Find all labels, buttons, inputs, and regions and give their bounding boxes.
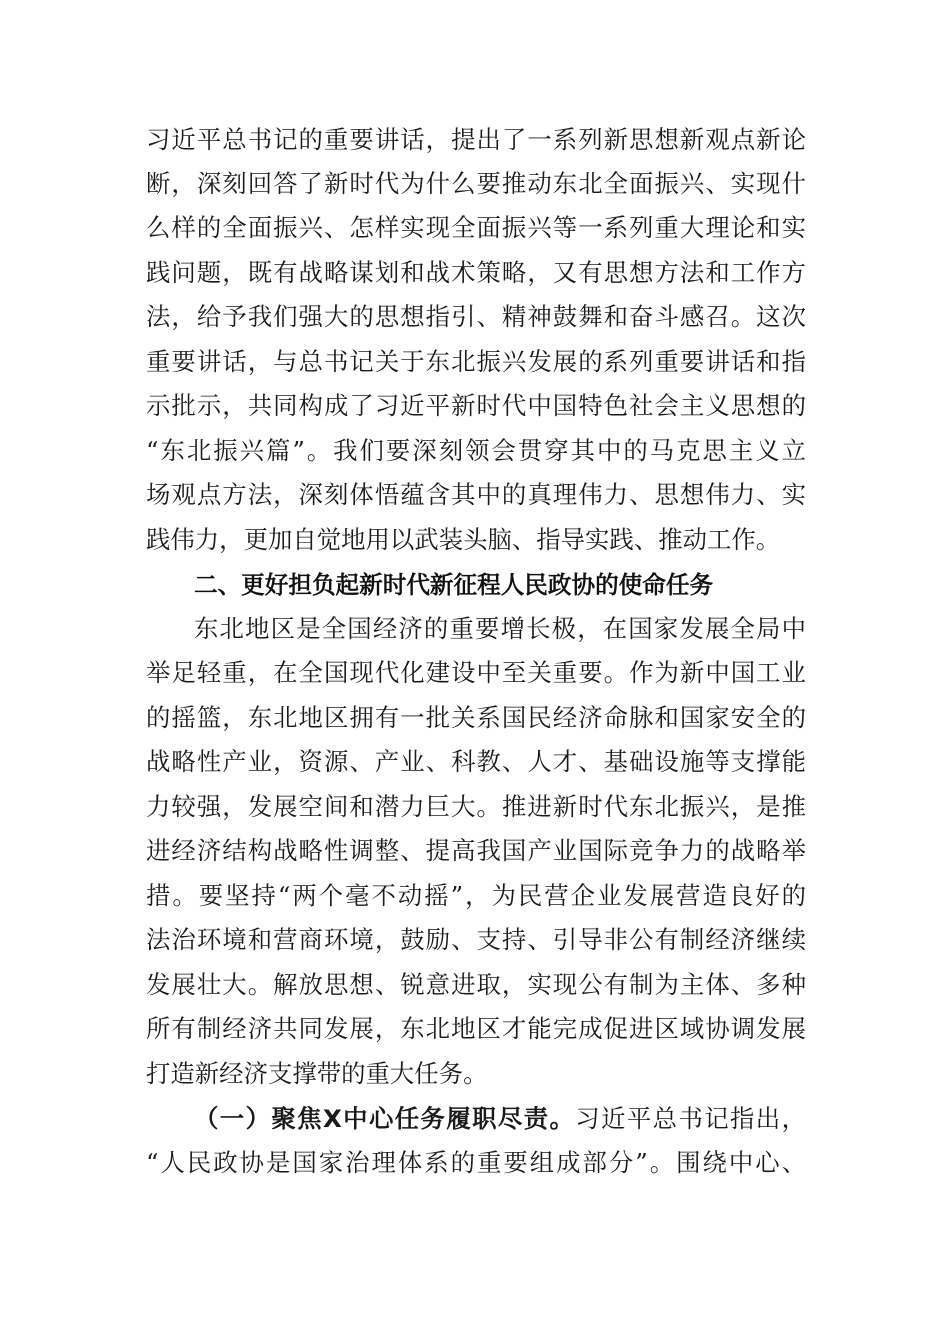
paragraph-2-line-1: 东北地区是全国经济的重要增长极，在国家发展全局中 <box>194 614 806 643</box>
paragraph-2-line-2: 举足轻重，在全国现代化建设中至关重要。作为新中国工业 <box>146 658 806 687</box>
paragraph-1-line-9: 场观点方法，深刻体悟蕴含其中的真理伟力、思想伟力、实 <box>146 480 806 509</box>
paragraph-1-line-2: 断，深刻回答了新时代为什么要推动东北全面振兴、实现什 <box>146 169 806 198</box>
paragraph-2-line-8: 法治环境和营商环境，鼓励、支持、引导非公有制经济继续 <box>146 925 806 954</box>
paragraph-1-line-4: 践问题，既有战略谋划和战术策略，又有思想方法和工作方 <box>146 258 806 287</box>
paragraph-2-line-6: 进经济结构战略性调整、提高我国产业国际竞争力的战略举 <box>146 836 806 865</box>
paragraph-2-line-3: 的摇篮，东北地区拥有一批关系国民经济命脉和国家安全的 <box>146 703 806 732</box>
paragraph-1-line-5: 法，给予我们强大的思想指引、精神鼓舞和奋斗感召。这次 <box>146 302 806 331</box>
paragraph-1-line-6: 重要讲话，与总书记关于东北振兴发展的系列重要讲话和指 <box>146 347 806 376</box>
paragraph-2-line-9: 发展壮大。解放思想、锐意进取，实现公有制为主体、多种 <box>146 970 806 999</box>
paragraph-2-line-7: 措。要坚持“两个毫不动摇”，为民营企业发展营造良好的 <box>146 881 806 910</box>
paragraph-1-line-3: 么样的全面振兴、怎样实现全面振兴等一系列重大理论和实 <box>146 213 806 242</box>
paragraph-3-line-1-rest: 习近平总书记指出， <box>575 1104 806 1133</box>
paragraph-2-line-11: 打造新经济支撑带的重大任务。 <box>146 1059 488 1088</box>
paragraph-3-line-1 <box>194 1097 806 1141</box>
paragraph-1-line-1: 习近平总书记的重要讲话，提出了一系列新思想新观点新论 <box>146 125 806 154</box>
paragraph-2-line-4: 战略性产业，资源、产业、科教、人才、基础设施等支撑能 <box>146 747 806 776</box>
paragraph-3-line-2: “人民政协是国家治理体系的重要组成部分”。围绕中心、 <box>146 1148 806 1177</box>
paragraph-1-line-10: 践伟力，更加自觉地用以武装头脑、指导实践、推动工作。 <box>146 525 781 554</box>
paragraph-1-line-8: “东北振兴篇”。我们要深刻领会贯穿其中的马克思主义立 <box>146 436 806 465</box>
subsection-heading: （一）聚焦X中心任务履职尽责。 <box>194 1104 576 1133</box>
paragraph-2-line-5: 力较强，发展空间和潜力巨大。推进新时代东北振兴，是推 <box>146 792 806 821</box>
paragraph-1-line-7: 示批示，共同构成了习近平新时代中国特色社会主义思想的 <box>146 391 806 420</box>
section-heading: 二、更好担负起新时代新征程人民政协的使命任务 <box>194 571 714 599</box>
paragraph-2-line-10: 所有制经济共同发展，东北地区才能完成促进区域协调发展 <box>146 1014 806 1043</box>
